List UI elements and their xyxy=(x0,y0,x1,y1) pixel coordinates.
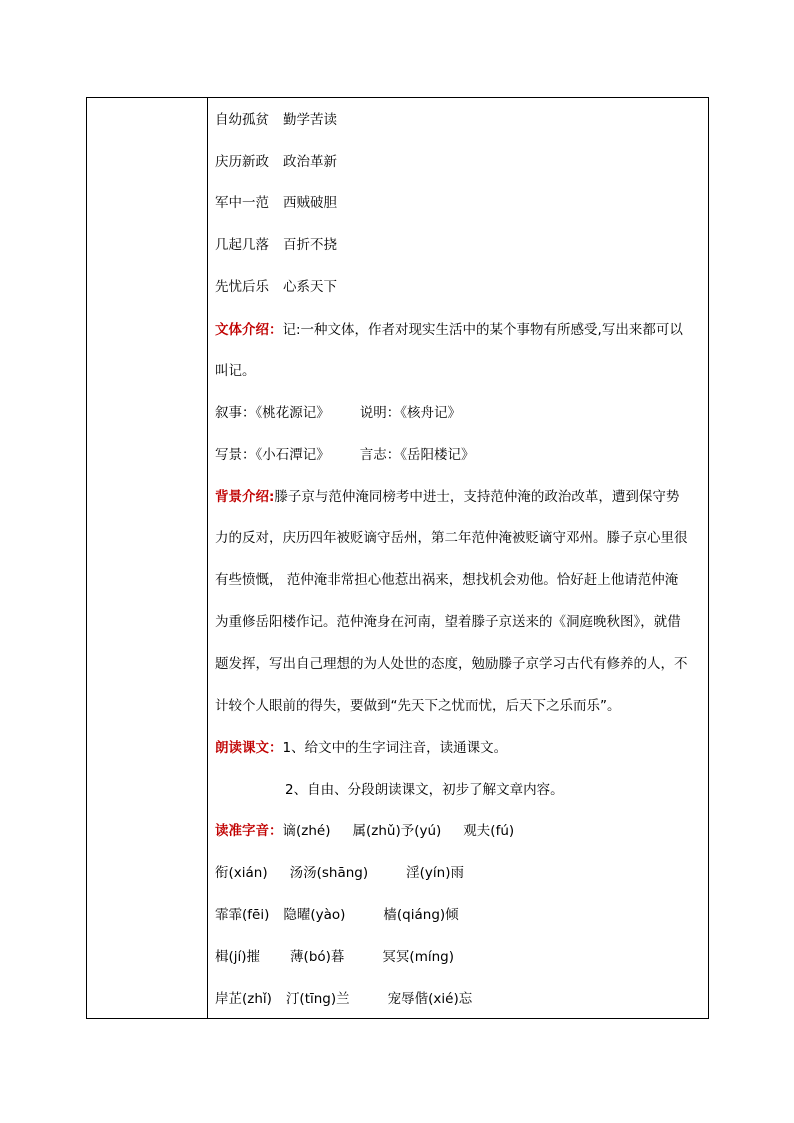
background-text: 题发挥，写出自己理想的为人处世的态度，勉励滕子京学习古代有修养的人，不 xyxy=(215,656,688,672)
pronunciation-item: 楫(jí)摧 xyxy=(215,949,261,965)
intro-pair-text: 庆历新政 xyxy=(215,154,269,170)
background-label: 背景介绍: xyxy=(215,489,275,505)
background-line-1 xyxy=(215,488,679,506)
intro-pair-4 xyxy=(215,236,337,254)
intro-pair-text: 先忧后乐 xyxy=(215,279,269,295)
intro-pair-text: 几起几落 xyxy=(215,237,269,253)
genre-example: 言志：《岳阳楼记》 xyxy=(359,447,475,463)
reading-line-2 xyxy=(285,781,564,799)
pronunciation-item: 隐曜(yào) xyxy=(283,907,346,923)
intro-pair-5 xyxy=(215,278,337,296)
intro-pair-text: 军中一范 xyxy=(215,195,269,211)
background-text: 计较个人眼前的得失，要做到“先天下之忧而忧，后天下之乐而乐”。 xyxy=(215,698,621,714)
background-line-5 xyxy=(215,655,688,673)
intro-pair-text: 自幼孤贫 xyxy=(215,112,269,128)
reading-line-1 xyxy=(215,739,507,757)
pronunciation-item: 衔(xián) xyxy=(215,865,268,881)
intro-pair-text: 百折不挠 xyxy=(283,237,337,253)
reading-step: 2、自由、分段朗读课文，初步了解文章内容。 xyxy=(285,782,564,798)
background-line-2 xyxy=(215,529,688,547)
genre-text: 叫记。 xyxy=(215,363,256,379)
background-line-3 xyxy=(215,571,678,589)
genre-line-1 xyxy=(215,321,683,339)
intro-pair-2 xyxy=(215,153,337,171)
genre-text: 记:一种文体，作者对现实生活中的某个事物有所感受,写出来都可以 xyxy=(282,322,683,338)
pronunciation-item: 属(zhǔ)予(yú) xyxy=(352,823,442,839)
column-divider xyxy=(207,98,208,1018)
pronunciation-label: 读准字音： xyxy=(215,823,283,839)
background-line-6 xyxy=(215,697,621,715)
pronunciation-item: 樯(qiáng)倾 xyxy=(383,907,459,923)
pronunciation-row-2 xyxy=(215,864,464,882)
pronunciation-row-3 xyxy=(215,906,459,924)
pronunciation-item: 观夫(fú) xyxy=(463,823,515,839)
intro-pair-text: 政治革新 xyxy=(283,154,337,170)
pronunciation-item: 汀(tīng)兰 xyxy=(285,991,350,1007)
background-line-4 xyxy=(215,613,681,631)
pronunciation-item: 霏霏(fēi) xyxy=(215,907,270,923)
pronunciation-row-4 xyxy=(215,948,454,966)
intro-pair-text: 西贼破胆 xyxy=(283,195,337,211)
intro-pair-1 xyxy=(215,111,337,129)
genre-example: 说明：《核舟记》 xyxy=(359,405,461,421)
content-table xyxy=(86,97,709,1019)
pronunciation-item: 宠辱偕(xié)忘 xyxy=(387,991,473,1007)
pronunciation-item: 薄(bó)暮 xyxy=(290,949,345,965)
pronunciation-row-5 xyxy=(215,990,472,1008)
genre-example: 叙事：《桃花源记》 xyxy=(215,405,330,421)
pronunciation-item: 冥冥(míng) xyxy=(382,949,454,965)
reading-step: 1、给文中的生字词注音，读通课文。 xyxy=(282,740,508,756)
pronunciation-item: 谪(zhé) xyxy=(282,823,331,839)
pronunciation-row-1 xyxy=(215,822,514,840)
reading-label: 朗读课文： xyxy=(215,740,283,756)
genre-examples-1 xyxy=(215,404,461,422)
genre-example: 写景：《小石潭记》 xyxy=(215,447,330,463)
intro-pair-text: 心系天下 xyxy=(283,279,337,295)
pronunciation-item: 岸芷(zhǐ) xyxy=(215,991,272,1007)
intro-pair-text: 勤学苦读 xyxy=(283,112,337,128)
background-text: 力的反对，庆历四年被贬谪守岳州，第二年范仲淹被贬谪守邓州。滕子京心里很 xyxy=(215,530,688,546)
background-text: 为重修岳阳楼作记。范仲淹身在河南，望着滕子京送来的《洞庭晚秋图》，就借 xyxy=(215,614,681,630)
genre-label: 文体介绍： xyxy=(215,322,283,338)
pronunciation-item: 汤汤(shāng) xyxy=(289,865,369,881)
background-text: 有些愤慨， 范仲淹非常担心他惹出祸来，想找机会劝他。恰好赶上他请范仲淹 xyxy=(215,572,679,588)
genre-examples-2 xyxy=(215,446,475,464)
intro-pair-3 xyxy=(215,194,337,212)
background-text: 滕子京与范仲淹同榜考中进士，支持范仲淹的政治改革，遭到保守势 xyxy=(274,489,680,505)
genre-line-2 xyxy=(215,362,256,380)
pronunciation-item: 淫(yín)雨 xyxy=(406,865,464,881)
